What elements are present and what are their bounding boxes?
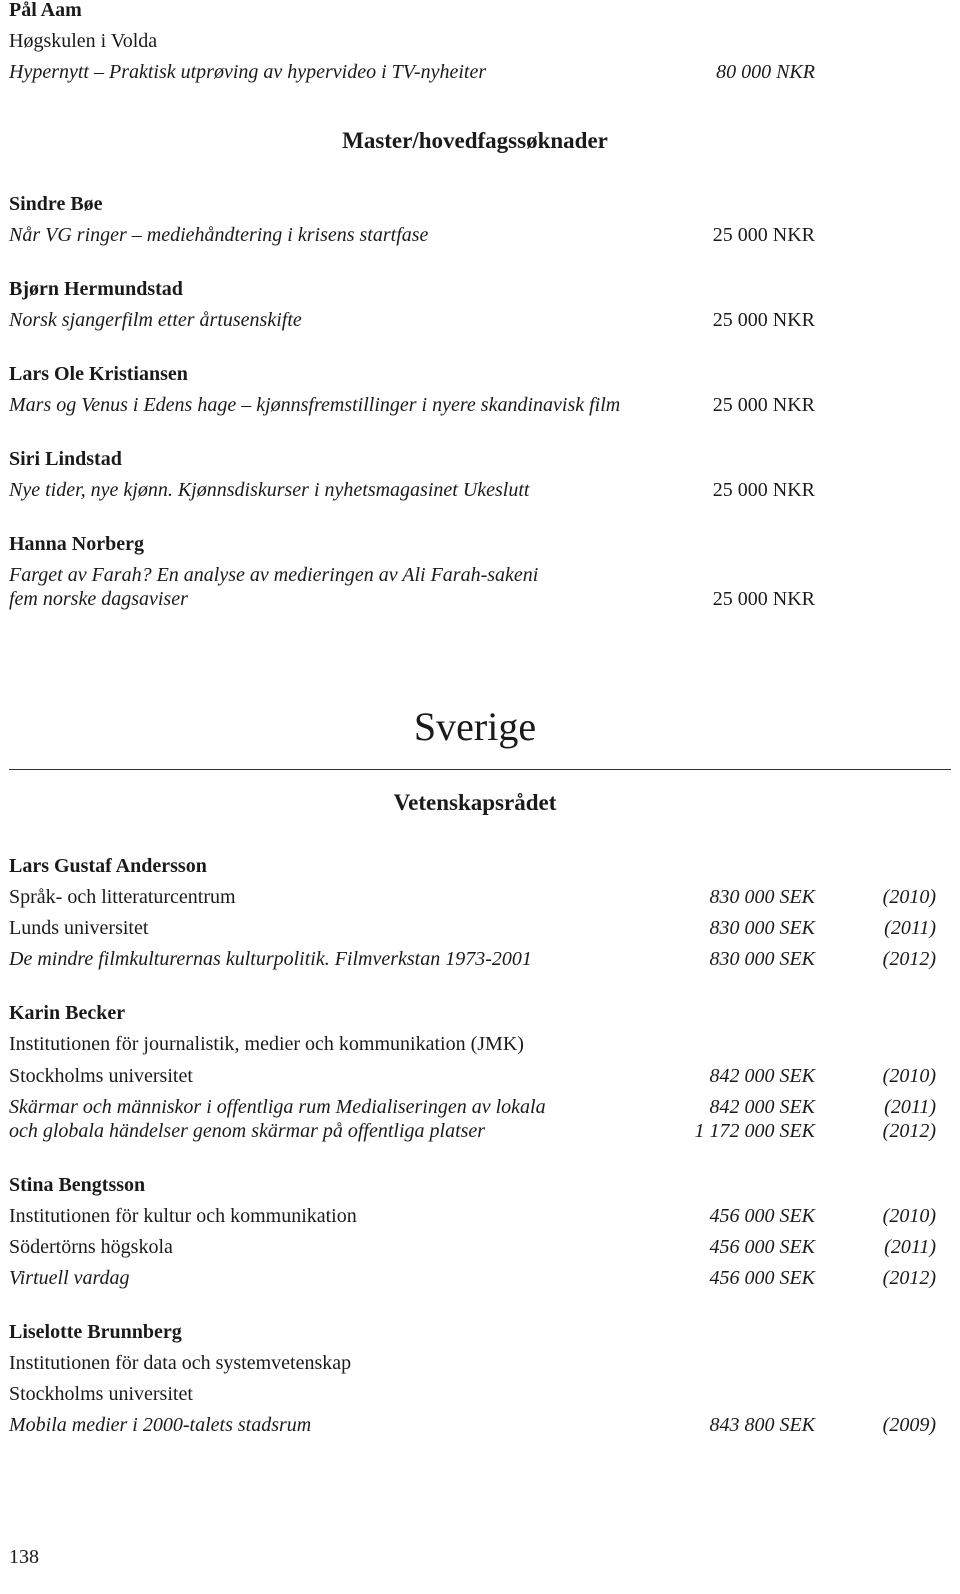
grant-year: (2012) [882,1120,936,1142]
master-entry-name: Lars Ole Kristiansen [9,363,188,385]
top-entry-name: Pål Aam [9,0,82,21]
grant-amount: 456 000 SEK [709,1205,815,1227]
master-entry-amount: 25 000 NKR [712,588,815,610]
grant-amount: 830 000 SEK [709,886,815,908]
master-entry-amount: 25 000 NKR [712,479,815,501]
grant-amount: 830 000 SEK [709,948,815,970]
master-entry-title: Mars og Venus i Edens hage – kjønnsfremstillinger i nyere skandinavisk film [9,394,621,416]
grant-entry-line: Stockholms universitet [9,1065,193,1087]
master-entry-amount: 25 000 NKR [712,394,815,416]
top-entry-institution: Høgskulen i Volda [9,30,158,52]
master-entry-title-line2: fem norske dagsaviser [9,588,188,610]
grant-year: (2010) [882,1205,936,1227]
grant-entry-line: Institutionen för kultur och kommunikation [9,1205,357,1227]
grant-year: (2011) [884,1096,936,1118]
section-divider [9,769,951,770]
master-entry-title: Nye tider, nye kjønn. Kjønnsdiskurser i nyhetsmagasinet Ukeslutt [9,479,530,501]
grant-year: (2010) [882,886,936,908]
grant-amount: 842 000 SEK [709,1065,815,1087]
grant-entry-title: Skärmar och människor i offentliga rum Medialiseringen av lokala [9,1096,546,1118]
grant-year: (2010) [882,1065,936,1087]
grant-amount: 1 172 000 SEK [694,1120,815,1142]
country-heading: Sverige [413,704,537,749]
grant-amount: 830 000 SEK [709,917,815,939]
top-entry-title: Hypernytt – Praktisk utprøving av hypervideo i TV-nyheiter [9,61,487,83]
grant-entry-name: Stina Bengtsson [9,1174,146,1196]
master-entry-amount: 25 000 NKR [712,309,815,331]
grant-entry-title: De mindre filmkulturernas kulturpolitik. Filmverkstan 1973-2001 [9,948,532,970]
master-entry-title: Når VG ringer – mediehåndtering i krisens startfase [9,224,429,246]
grant-year: (2009) [882,1414,936,1436]
page-number: 138 [9,1546,39,1568]
grant-year: (2012) [882,1267,936,1289]
grant-amount: 456 000 SEK [709,1267,815,1289]
council-heading: Vetenskapsrådet [393,790,557,815]
master-entry-title-line1: Farget av Farah? En analyse av medieringen av Ali Farah-sakeni [9,564,539,586]
grant-entry-name: Liselotte Brunnberg [9,1321,182,1343]
master-entry-title: Norsk sjangerfilm etter årtusenskifte [9,309,302,331]
grant-entry-title: Mobila medier i 2000-talets stadsrum [9,1414,312,1436]
master-entry-name: Hanna Norberg [9,533,144,555]
master-entry-name: Sindre Bøe [9,193,103,215]
grant-year: (2012) [882,948,936,970]
grant-entry-title: Virtuell vardag [9,1267,130,1289]
grant-year: (2011) [884,1236,936,1258]
grant-amount: 842 000 SEK [709,1096,815,1118]
grant-entry-line: Lunds universitet [9,917,149,939]
grant-entry-name: Karin Becker [9,1002,126,1024]
grant-entry-name: Lars Gustaf Andersson [9,855,207,877]
grant-year: (2011) [884,917,936,939]
top-entry-amount: 80 000 NKR [716,61,815,83]
grant-entry-title: och globala händelser genom skärmar på offentliga platser [9,1120,486,1142]
master-entry-name: Bjørn Hermundstad [9,278,183,300]
grant-amount: 843 800 SEK [709,1414,815,1436]
master-entry-name: Siri Lindstad [9,448,122,470]
grant-entry-line: Språk- och litteraturcentrum [9,886,236,908]
grant-amount: 456 000 SEK [709,1236,815,1258]
grant-entry-line: Institutionen för journalistik, medier och kommunikation (JMK) [9,1033,524,1055]
grant-entry-line: Södertörns högskola [9,1236,173,1258]
grant-entry-line: Institutionen för data och systemvetenskap [9,1352,352,1374]
master-entry-amount: 25 000 NKR [712,224,815,246]
grant-entry-line: Stockholms universitet [9,1383,193,1405]
master-heading: Master/hovedfagssøknader [342,128,608,153]
